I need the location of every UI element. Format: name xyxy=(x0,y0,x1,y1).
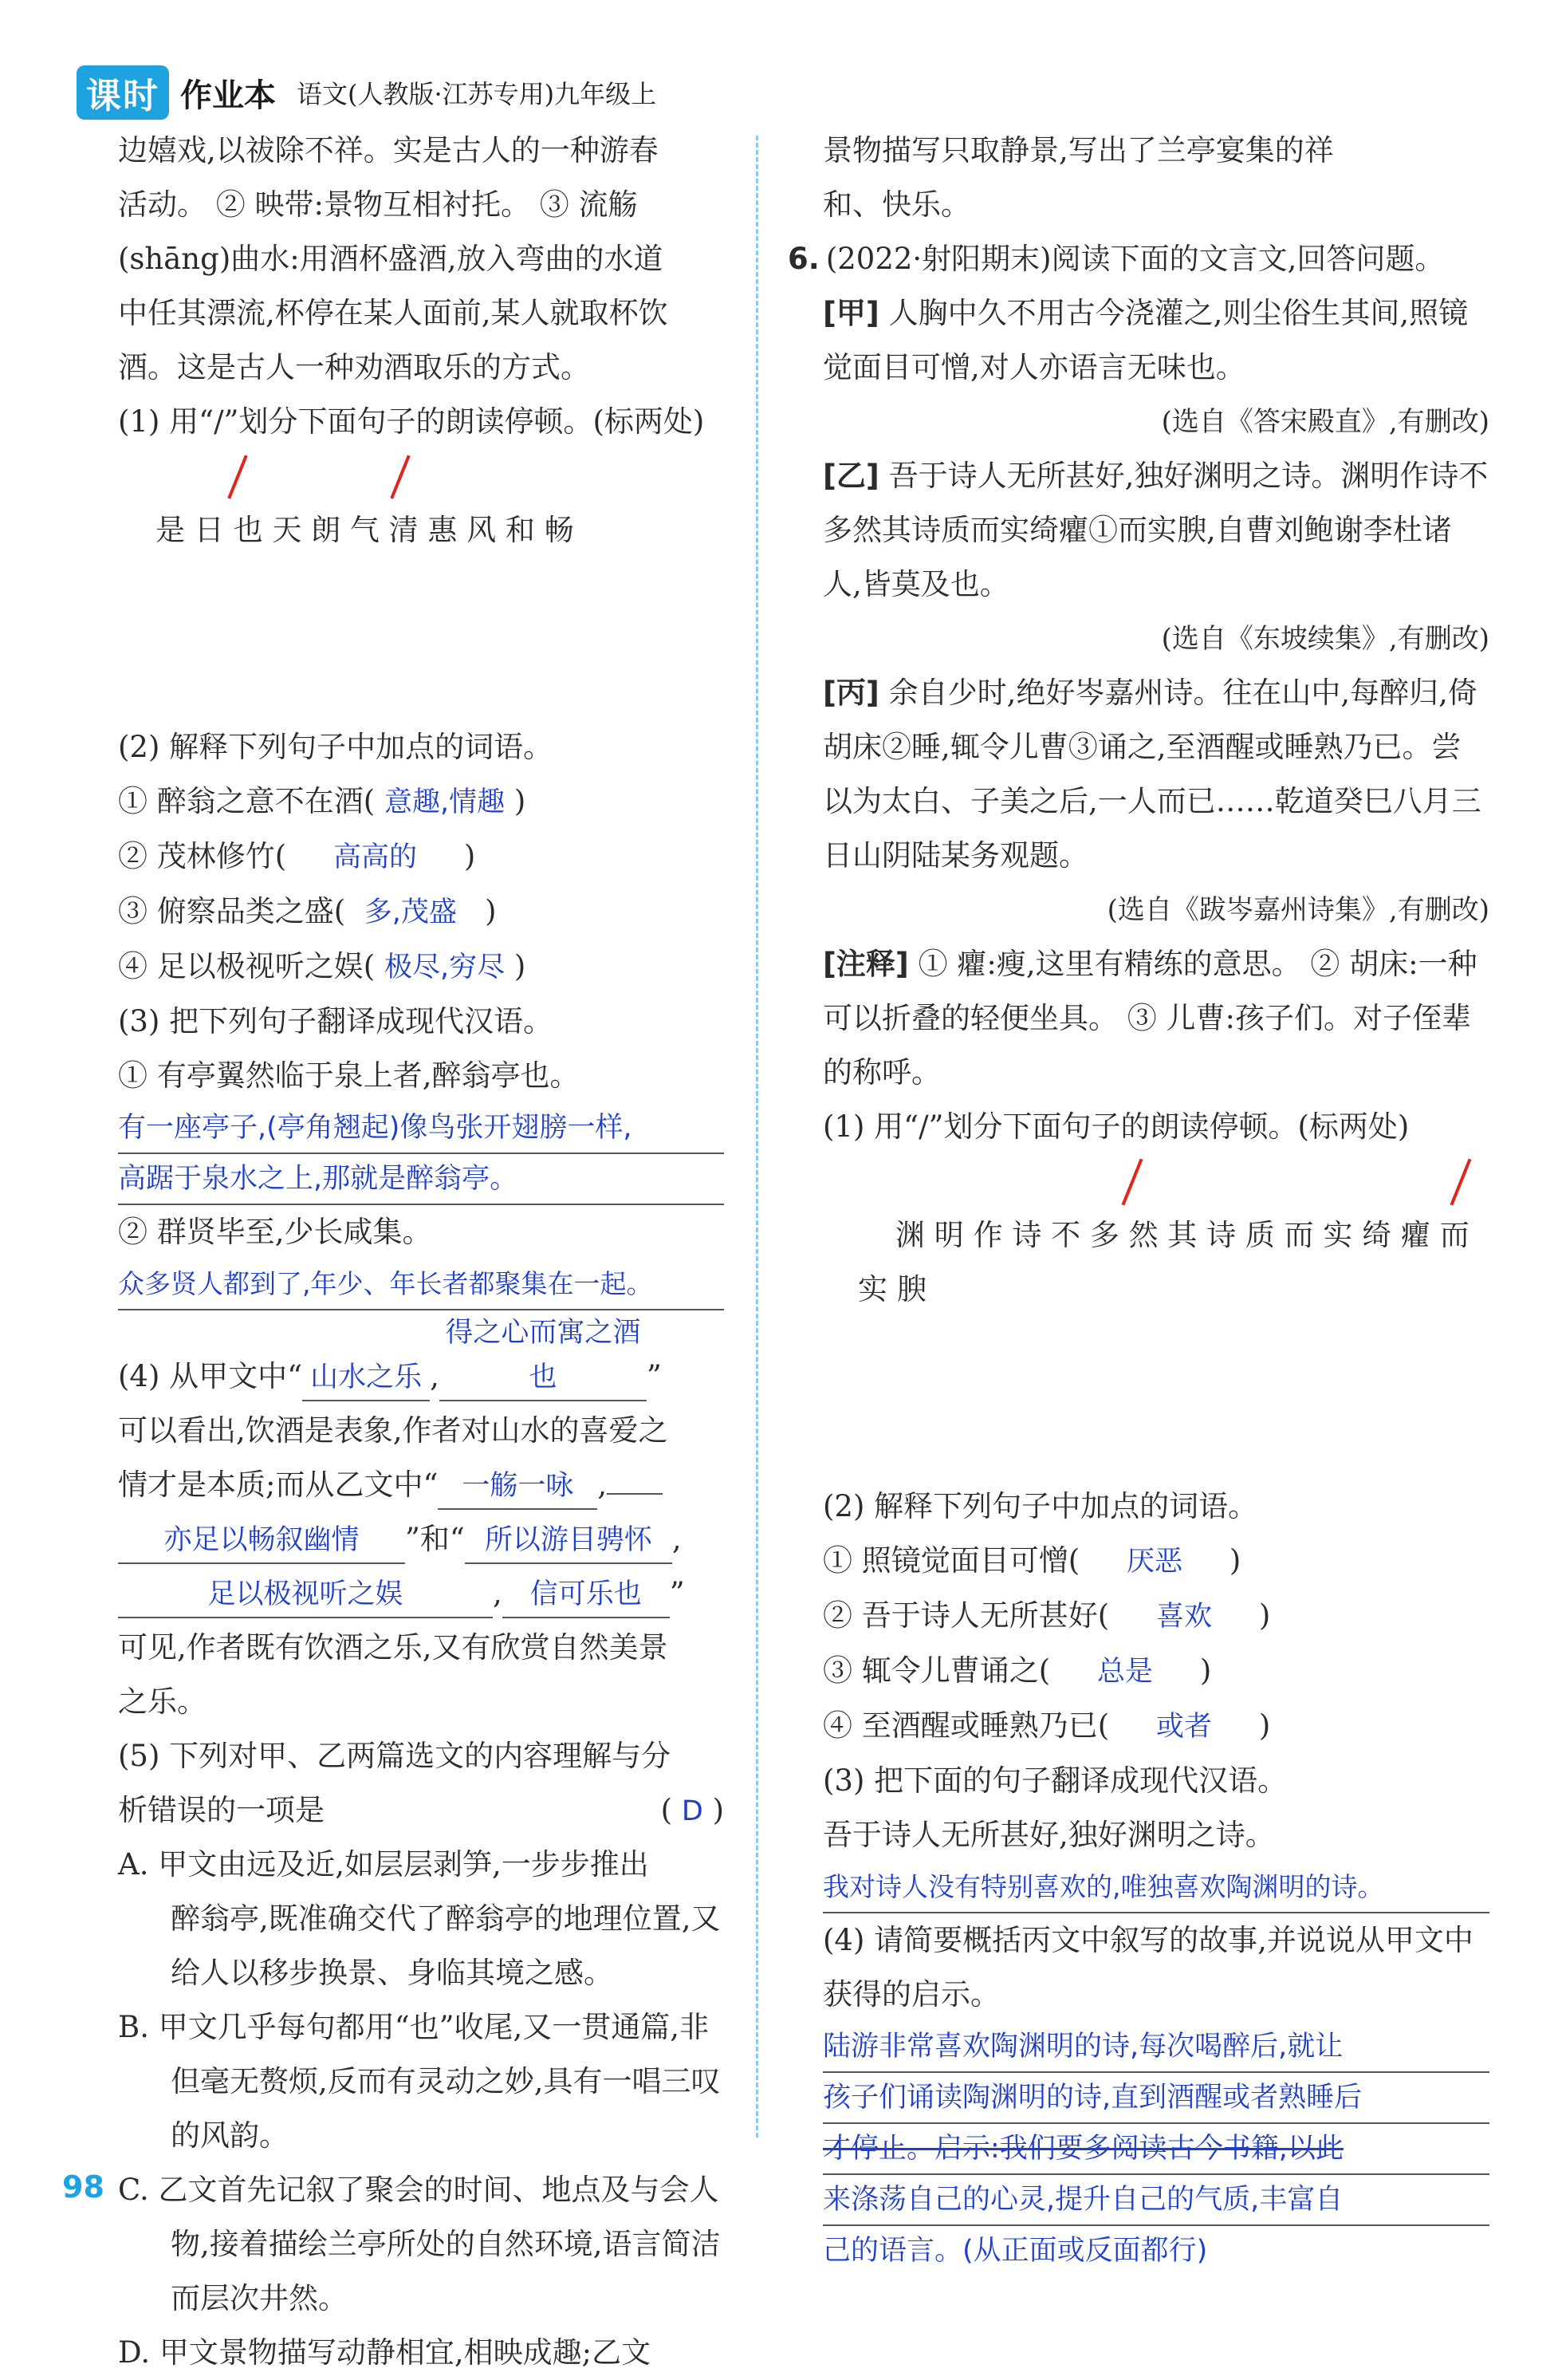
pause-mark xyxy=(227,455,247,498)
question-3: (3) 把下列句子翻译成现代汉语。 xyxy=(118,1004,553,1038)
question-4: (4) 从甲文中“ 山水之乐 ,得之心而寓之酒也 ” xyxy=(118,1310,724,1404)
left-column xyxy=(118,124,724,2380)
question-5-text: 析错误的一项是 ( D ) xyxy=(118,1793,724,1827)
word-item: ③ 俯察品类之盛( 多,茂盛 ) xyxy=(118,894,497,928)
answer-line: 来涤荡自己的心灵,提升自己的气质,丰富自 xyxy=(823,2175,1489,2226)
question-4-text: 足以极视听之娱 , 信可乐也 ” xyxy=(118,1566,724,1621)
right-column xyxy=(788,124,1489,2276)
answer-blank: 信可乐也 xyxy=(502,1572,670,1618)
answer-line: 孩子们诵读陶渊明的诗,直到酒醒或者熟睡后 xyxy=(823,2073,1489,2124)
page-header xyxy=(77,67,656,118)
note-line: 中任其漂流,杯停在某人面前,某人就取杯饮 xyxy=(118,296,668,330)
question-4-text: 情才是本质;而从乙文中“ 一觞一咏 , xyxy=(118,1458,724,1512)
annotation: [注释] ① 癯:瘦,这里有精练的意思。 ② 胡床:一种可以折叠的轻便坐具。 ③ 儿曹:孩子们。对子侄辈的称呼。 xyxy=(823,947,1477,1090)
column-divider xyxy=(756,136,758,2138)
answer-line: 众多贤人都到了,年少、年长者都聚集在一起。 xyxy=(118,1259,724,1310)
question-4-text: 亦足以畅叙幽情 ”和“ 所以游目骋怀 , xyxy=(118,1512,724,1566)
option-d-cont: 和、快乐。 xyxy=(823,187,970,222)
source-bing: (选自《跋岑嘉州诗集》,有删改) xyxy=(1107,894,1489,926)
source-yi: (选自《东坡续集》,有删改) xyxy=(1161,623,1489,655)
question-4-text: 可以看出,饮酒是表象,作者对山水的喜爱之 xyxy=(118,1413,668,1448)
page-number: 98 xyxy=(62,2169,104,2205)
question-4-text: 之乐。 xyxy=(118,1685,207,1719)
question-number: 6. xyxy=(788,242,820,276)
answer-text: 多,茂盛 xyxy=(364,896,457,928)
answer-line: 才停止。启示:我们要多阅读古今书籍,以此 xyxy=(823,2124,1489,2175)
word-item: ① 醉翁之意不在酒( 意趣,情趣 ) xyxy=(118,784,526,818)
answer-line: 高踞于泉水之上,那就是醉翁亭。 xyxy=(118,1154,724,1205)
answer-line: 己的语言。(从正面或反面都行) xyxy=(823,2235,1208,2267)
pause-sentence-text: 是 日 也 天 朗 气 清 惠 风 和 畅 xyxy=(155,513,574,547)
pause-sentence xyxy=(118,449,724,720)
series-logo: 课时 xyxy=(77,65,169,120)
answer-blank: 足以极视听之娱 xyxy=(118,1572,493,1618)
word-item: ② 茂林修竹( 高高的 ) xyxy=(118,839,476,873)
pause-sentence-text: 渊 明 作 诗 不 多 然 其 诗 质 而 实 绮 癯 而 实 腴 xyxy=(858,1218,1479,1306)
pause-mark xyxy=(390,455,410,498)
answer-text: 喜欢 xyxy=(1156,1601,1213,1633)
option-a: A. 甲文由远及近,如层层剥笋,一步步推出醉翁亭,既准确交代了醉翁亭的地理位置,又给人以移步换景、身临其境之感。 xyxy=(118,1847,721,1990)
sub-question-3: (3) 把下面的句子翻译成现代汉语。 xyxy=(823,1763,1288,1798)
answer-text: 意趣,情趣 xyxy=(384,786,506,818)
question-6: 6. (2022·射阳期末)阅读下面的文言文,回答问题。 xyxy=(788,242,1445,276)
answer-text: 总是 xyxy=(1097,1656,1154,1688)
answer-choice: D xyxy=(681,1795,703,1827)
word-item: ③ 辄令儿曹诵之( 总是 ) xyxy=(823,1653,1212,1688)
answer-blank: 一觞一咏 xyxy=(438,1464,597,1510)
answer-blank: 山水之乐 xyxy=(302,1355,430,1401)
question-4-text: 可见,作者既有饮酒之乐,又有欣赏自然美景 xyxy=(118,1630,668,1665)
note-line: 边嬉戏,以祓除不祥。实是古人的一种游春 xyxy=(118,133,659,167)
translate-sentence: ② 群贤毕至,少长咸集。 xyxy=(118,1215,432,1249)
answer-line: 有一座亭子,(亭角翘起)像鸟张开翅膀一样, xyxy=(118,1103,724,1154)
translate-sentence: ① 有亭翼然临于泉上者,醉翁亭也。 xyxy=(118,1058,580,1093)
answer-text: 或者 xyxy=(1156,1711,1213,1743)
answer-text: 高高的 xyxy=(333,841,418,873)
answer-blank: 所以游目骋怀 xyxy=(465,1518,672,1564)
translate-sentence: 吾于诗人无所甚好,独好渊明之诗。 xyxy=(823,1818,1275,1852)
passage-bing: [丙] 余自少时,绝好岑嘉州诗。往在山中,每醉归,倚胡床②睡,辄令儿曹③诵之,至酒醒或睡熟乃已。尝以为太白、子美之后,一人而已……乾道癸巳八月三日山阴陆某务观题。 xyxy=(823,676,1481,873)
option-b: B. 甲文几乎每句都用“也”收尾,又一贯通篇,非但毫无赘烦,反而有灵动之妙,具有一唱三叹的风韵。 xyxy=(118,2010,721,2153)
source-jia: (选自《答宋殿直》,有删改) xyxy=(1161,406,1489,438)
passage-yi: [乙] 吾于诗人无所甚好,独好渊明之诗。渊明作诗不多然其诗质而实绮癯①而实腴,自曹刘鲍谢李杜诸人,皆莫及也。 xyxy=(823,459,1489,601)
question-5: (5) 下列对甲、乙两篇选文的内容理解与分 xyxy=(118,1739,671,1773)
pause-mark xyxy=(1450,1159,1472,1206)
note-line: (shāng)曲水:用酒杯盛酒,放入弯曲的水道 xyxy=(118,242,663,276)
word-item: ④ 至酒醒或睡熟乃已( 或者 ) xyxy=(823,1708,1271,1743)
question-2: (2) 解释下列句子中加点的词语。 xyxy=(118,730,553,764)
answer-blank: 亦足以畅叙幽情 xyxy=(118,1518,405,1564)
sub-question-1: (1) 用“/”划分下面句子的朗读停顿。(标两处) xyxy=(823,1109,1410,1144)
pause-sentence xyxy=(788,1154,1489,1480)
answer-line: 我对诗人没有特别喜欢的,唯独喜欢陶渊明的诗。 xyxy=(823,1862,1489,1913)
word-item: ① 照镜觉面目可憎( 厌恶 ) xyxy=(823,1543,1241,1578)
passage-jia: [甲] 人胸中久不用古今浇灌之,则尘俗生其间,照镜觉面目可憎,对人亦语言无味也。 xyxy=(823,296,1469,384)
pause-mark xyxy=(1122,1159,1143,1206)
sub-question-2: (2) 解释下列句子中加点的词语。 xyxy=(823,1489,1258,1523)
answer-line: 陆游非常喜欢陶渊明的诗,每次喝醉后,就让 xyxy=(823,2022,1489,2073)
answer-blank: 得之心而寓之酒也 xyxy=(439,1310,647,1401)
word-item: ② 吾于诗人无所甚好( 喜欢 ) xyxy=(823,1598,1271,1633)
sub-question-4: (4) 请简要概括丙文中叙写的故事,并说说从甲文中获得的启示。 xyxy=(823,1923,1473,2012)
answer-text: 厌恶 xyxy=(1127,1546,1183,1578)
option-d: D. 甲文景物描写动静相宜,相映成趣;乙文 xyxy=(118,2335,651,2370)
answer-text: 极尽,穷尽 xyxy=(384,952,506,983)
book-subtitle: 语文(人教版·江苏专用)九年级上 xyxy=(297,79,657,109)
note-line: 酒。这是古人一种劝酒取乐的方式。 xyxy=(118,350,590,384)
option-d-cont: 景物描写只取静景,写出了兰亭宴集的祥 xyxy=(823,133,1334,167)
note-line: 活动。 ② 映带:景物互相衬托。 ③ 流觞 xyxy=(118,187,638,222)
option-c: C. 乙文首先记叙了聚会的时间、地点及与会人物,接着描绘兰亭所处的自然环境,语言简洁而层次井然。 xyxy=(118,2173,721,2315)
word-item: ④ 足以极视听之娱( 极尽,穷尽 ) xyxy=(118,949,526,983)
book-title: 作业本 xyxy=(180,77,276,114)
question-1: (1) 用“/”划分下面句子的朗读停顿。(标两处) xyxy=(118,404,705,439)
